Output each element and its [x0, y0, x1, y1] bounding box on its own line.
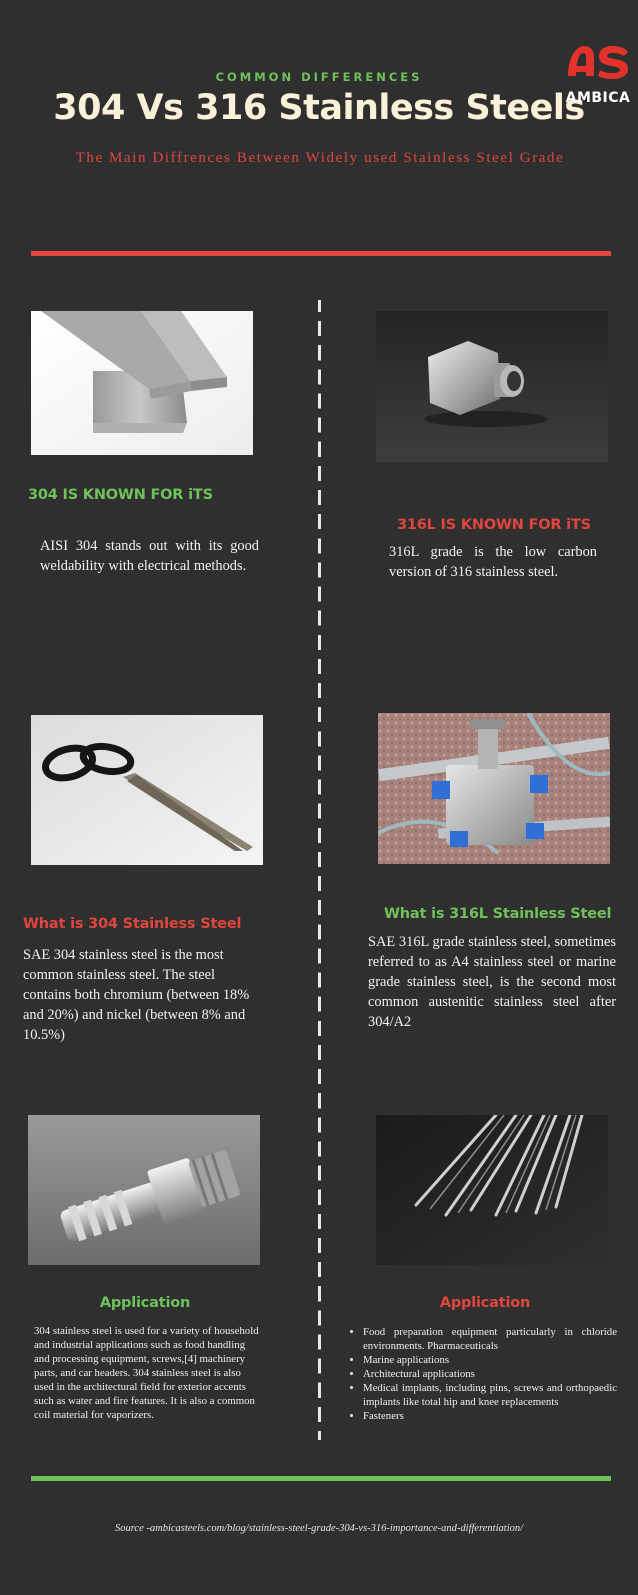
brand-logo	[562, 36, 634, 106]
photo-316l-rods	[376, 1115, 608, 1265]
photo-304-scissors	[31, 715, 263, 865]
heading-what-is-304: What is 304 Stainless Steel	[23, 916, 242, 932]
text-316l-known-for: 316L grade is the low carbon version of 316 stainless steel.	[389, 544, 597, 580]
heading-304-known-for: 304 IS KNOWN FOR iTS	[28, 487, 213, 503]
list-item: • Food preparation equipment particularly in chloride environments. Pharmaceuticals	[363, 1325, 617, 1353]
photo-304-flat-bars	[31, 311, 253, 455]
list-item: • Architectural applications	[363, 1367, 617, 1381]
text-304-application: 304 stainless steel is used for a variety of household and industrial applications such as food handling and processing equipment, screws,[4] machinery parts, and car headers. 304 stainless steel is also used in the architectural field for exterior accents such as water and fire features. It is also a common coil material for vaporizers.	[34, 1325, 259, 1421]
list-item: • Fasteners	[363, 1409, 617, 1423]
footer-divider	[31, 1476, 611, 1481]
text-what-is-304: SAE 304 stainless steel is the most common stainless steel. The steel contains both chromium (between 18% and 20%) and nickel (between 8% and 10.5%)	[23, 947, 250, 1043]
ambica-logo-icon	[562, 36, 634, 88]
page-subtitle: The Main Diffrences Between Widely used Stainless Steel Grade	[75, 150, 565, 166]
photo-304-hose-fitting	[28, 1115, 260, 1265]
heading-304-application: Application	[99, 1295, 191, 1311]
list-316l-application	[349, 1325, 617, 1423]
source-citation: Source -ambicasteels.com/blog/stainless-steel-grade-304-vs-316-importance-and-differentiation/	[114, 1523, 524, 1534]
heading-316l-application: Application	[439, 1295, 531, 1311]
photo-316l-valve	[378, 713, 610, 864]
photo-316l-fitting	[376, 311, 608, 462]
text-304-known-for: AISI 304 stands out with its good weldability with electrical methods.	[40, 538, 259, 574]
list-item: • Marine applications	[363, 1353, 617, 1367]
list-item: • Medical implants, including pins, screws and orthopaedic implants like total hip and knee replacements	[363, 1381, 617, 1409]
eyebrow-label: COMMON DIFFERENCES	[215, 70, 423, 84]
page-title: 304 Vs 316 Stainless Steels	[53, 88, 585, 128]
heading-what-is-316l: What is 316L Stainless Steel	[384, 906, 612, 922]
logo-wordmark: AMBICA	[565, 90, 631, 106]
text-what-is-316l: SAE 316L grade stainless steel, sometimes referred to as A4 stainless steel or marine grade stainless steel, is the second most common austenitic stainless steel after 304/A2	[368, 934, 616, 1030]
header-divider	[31, 251, 611, 256]
column-divider	[318, 300, 321, 1440]
heading-316l-known-for: 316L IS KNOWN FOR iTS	[397, 517, 591, 533]
